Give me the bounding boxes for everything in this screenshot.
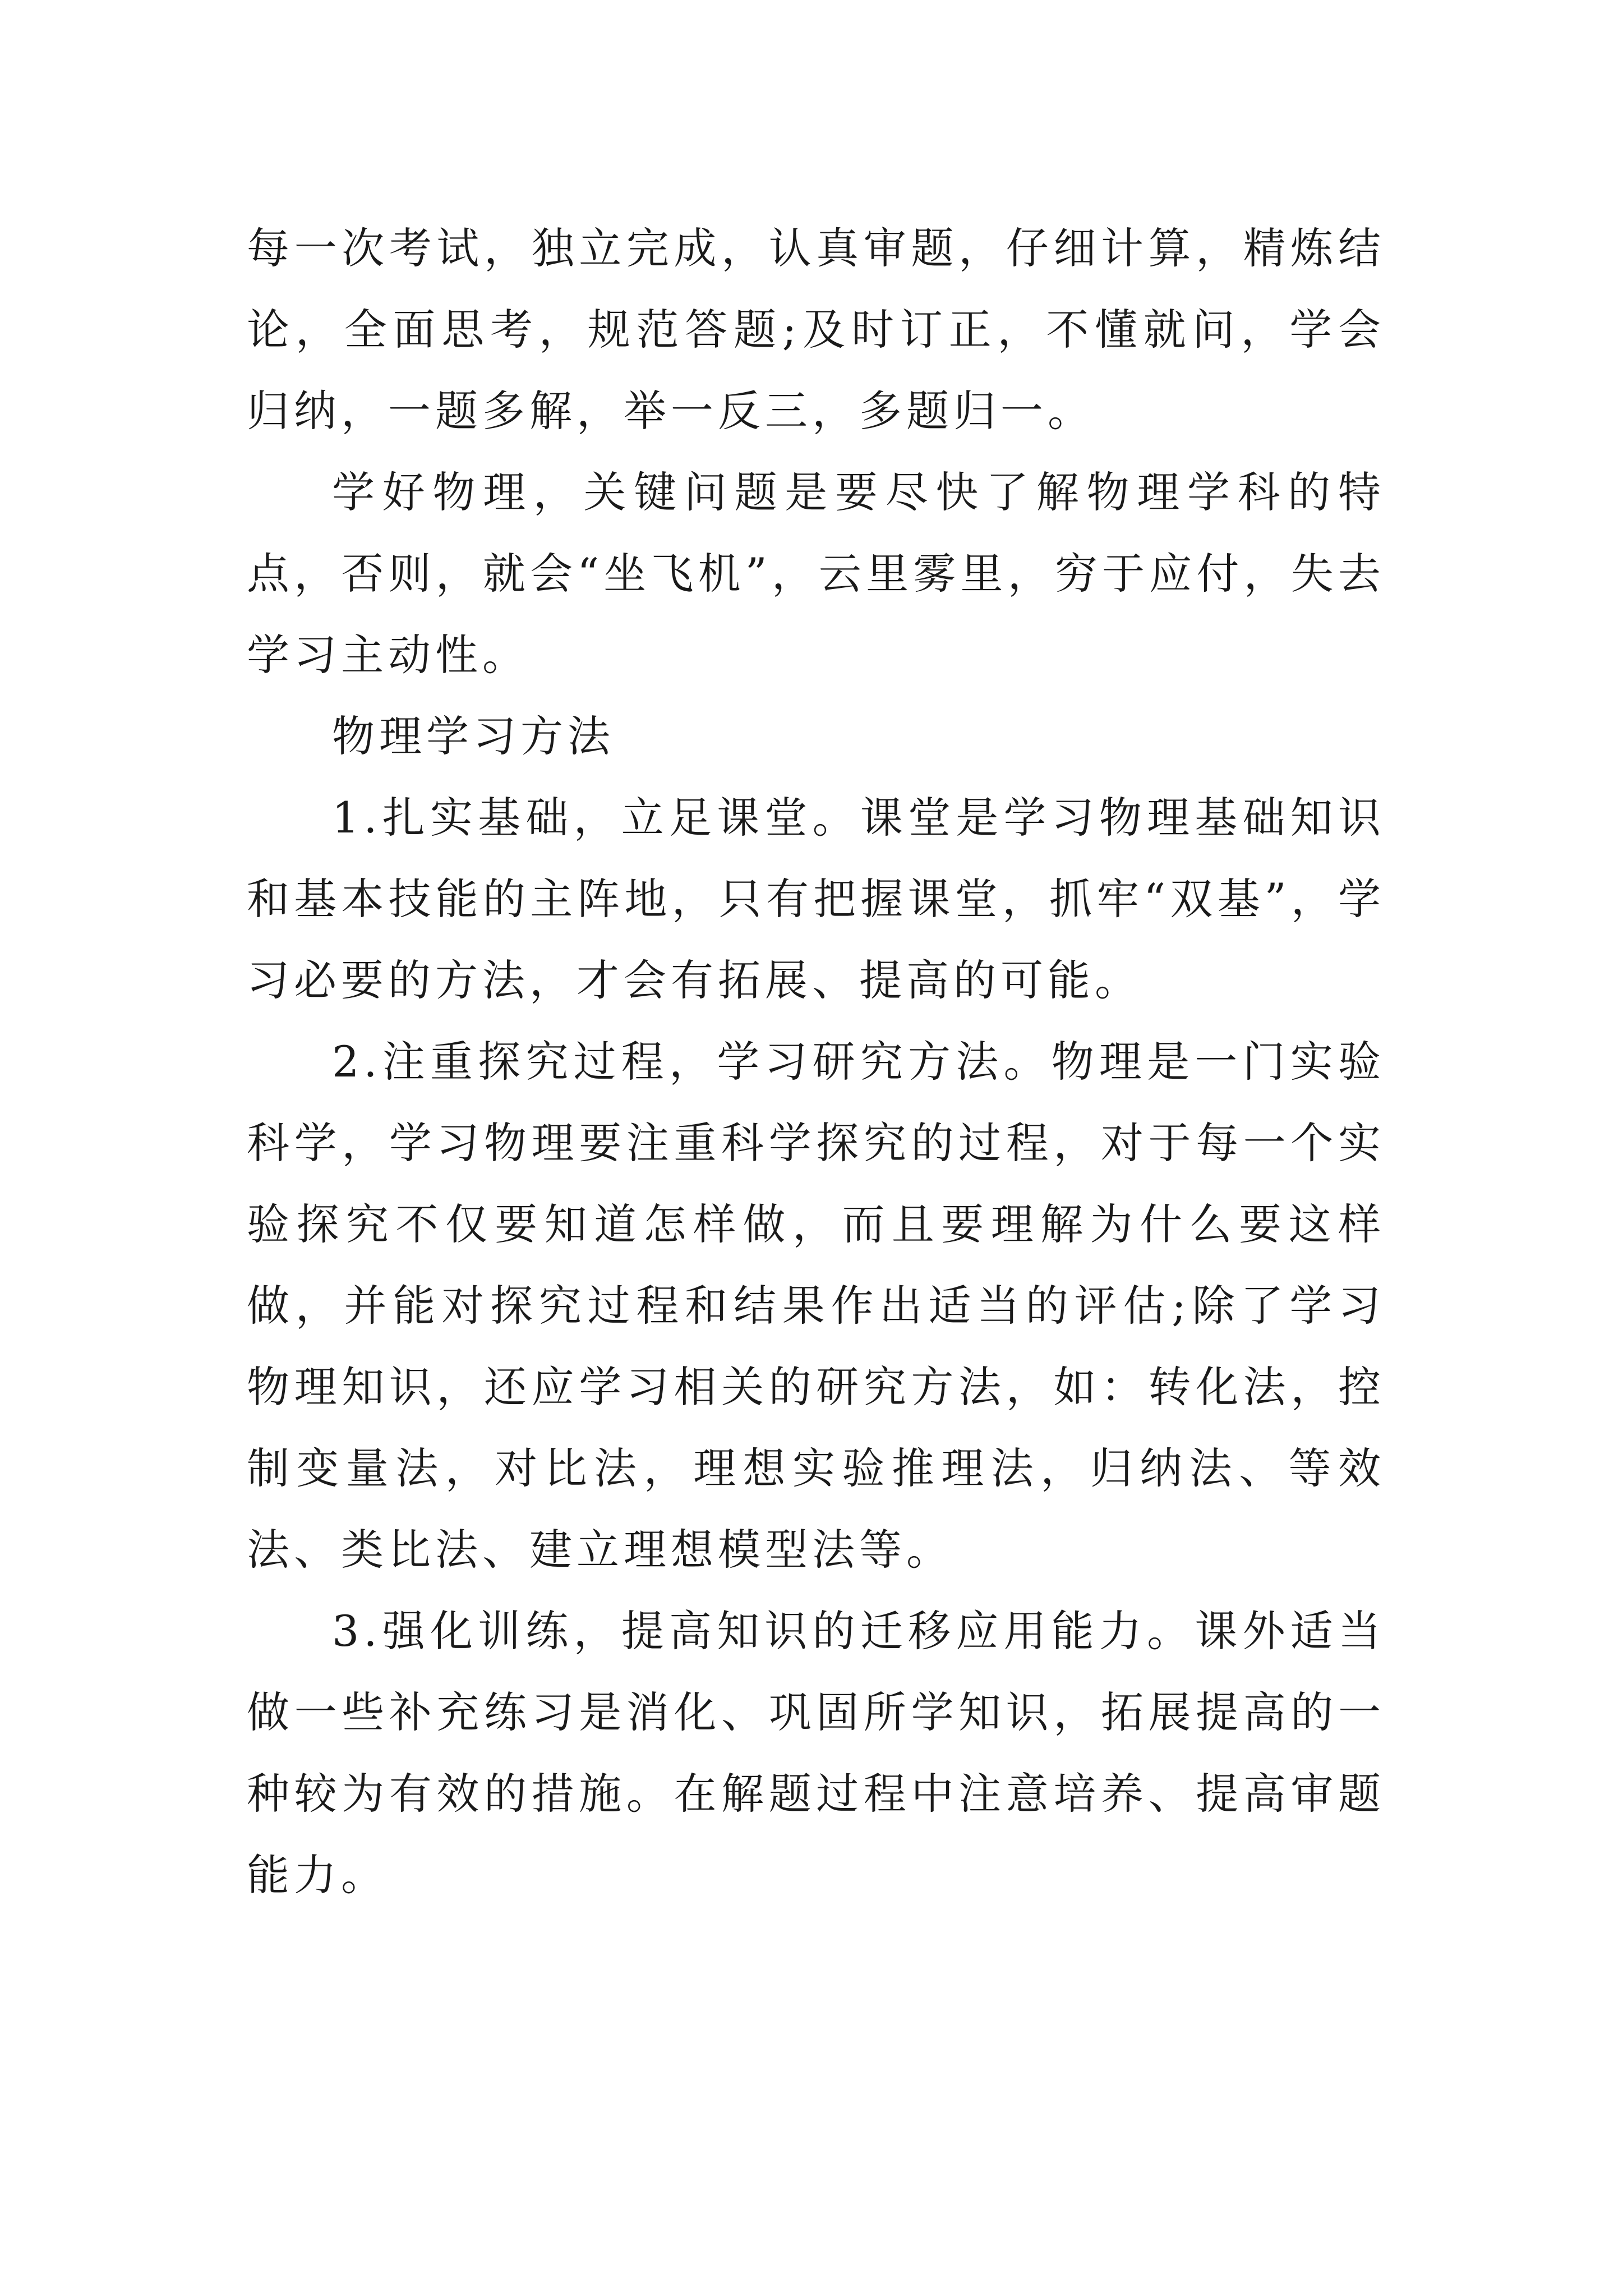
section-heading-methods: 物理学习方法 [332, 711, 615, 761]
paragraph-method-2: 2.注重探究过程，学习研究方法。物理是一门实验科学，学习物理要注重科学探究的过程，对于每一个实验探究不仅要知道怎样做，而且要理解为什么要这样做，并能对探究过程和结果作出适当的评估;除了学习物理知识，还应学习相关的研究方法，如：转化法，控制变量法，对比法，理想实验推理法，归纳法、等效法、类比法、建立理想模型法等。 [247, 1037, 1385, 1575]
document-body [247, 208, 1385, 1916]
paragraph-physics-key: 学好物理，关键问题是要尽快了解物理学科的特点，否则，就会“坐飞机”，云里雾里，穷于应付，失去学习主动性。 [247, 467, 1385, 680]
paragraph-exam-habits: 每一次考试，独立完成，认真审题，仔细计算，精炼结论，全面思考，规范答题;及时订正，不懂就问，学会归纳，一题多解，举一反三，多题归一。 [247, 223, 1385, 436]
paragraph-method-3: 3.强化训练，提高知识的迁移应用能力。课外适当做一些补充练习是消化、巩固所学知识，拓展提高的一种较为有效的措施。在解题过程中注意培养、提高审题能力。 [247, 1606, 1385, 1900]
paragraph-method-1: 1.扎实基础，立足课堂。课堂是学习物理基础知识和基本技能的主阵地，只有把握课堂，抓牢“双基”，学习必要的方法，才会有拓展、提高的可能。 [247, 793, 1385, 1005]
